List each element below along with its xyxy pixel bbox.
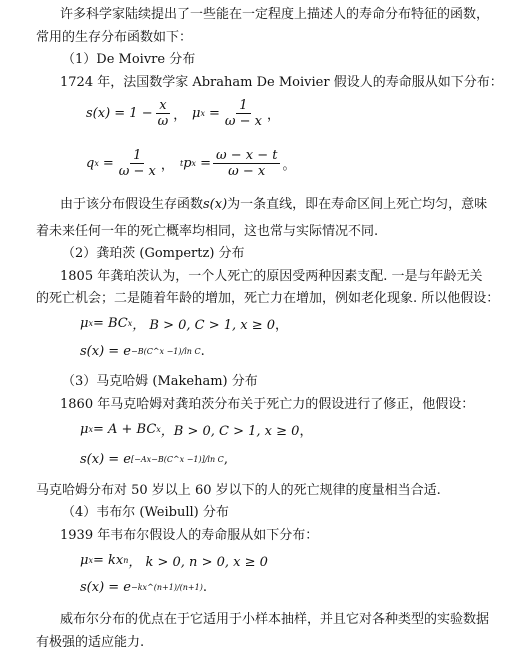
punctuation: ， <box>299 424 313 439</box>
fraction-numerator: 1 <box>236 98 250 114</box>
formula-lhs: μ <box>192 106 201 121</box>
formula-survival-makeham <box>80 452 228 467</box>
formula-lhs: s(x) = e <box>80 344 131 359</box>
section-heading-weibull: （4）韦布尔 (Weibull) 分布 <box>62 505 229 520</box>
subscript: x <box>88 319 93 328</box>
formula-lhs: μ <box>80 422 89 437</box>
subscript: x <box>88 425 93 434</box>
formula-lhs: μ <box>80 316 89 331</box>
fraction-numerator: 1 <box>130 148 144 164</box>
formula-rhs: = A + BC <box>92 422 157 437</box>
superscript: n <box>123 556 129 565</box>
formula-force-demoivre: μ x = $\frac{1}{\omega - x}$ ， <box>192 98 280 129</box>
demoivre-note-line-1 <box>60 196 487 214</box>
formula-lhs: s(x) = e <box>80 452 131 467</box>
demoivre-text: 1724 年，法国数学家 Abraham De Moivier 假设人的寿命服从如下分布： <box>60 75 503 90</box>
formula-condition: ，B > 0, C > 1, x ≥ 0 <box>160 424 300 439</box>
formula-lhs: s(x) = 1 − <box>86 106 153 121</box>
section-heading-demoivre: （1）De Moivre 分布 <box>62 52 196 67</box>
fraction-denominator: ω − x <box>228 164 266 179</box>
fraction <box>222 98 265 129</box>
fraction <box>155 98 172 129</box>
formula-lhs: s(x) = e <box>80 580 131 595</box>
subscript: x <box>200 109 205 118</box>
formula-q-demoivre: q x = $\frac{1}{\omega - x}$ ， <box>86 148 174 179</box>
formula-rhs: = kx <box>92 553 124 568</box>
superscript: −B(C^x −1)/ln C <box>131 347 201 356</box>
makeham-text: 1860 年马克哈姆对龚珀茨分布关于死亡力的假设进行了修正，他假设： <box>60 397 475 412</box>
subscript: x <box>191 159 197 168</box>
makeham-note: 马克哈姆分布对 50 岁以上 60 岁以下的人的死亡规律的度量相当合适. <box>36 483 441 498</box>
weibull-text: 1939 年韦布尔假设人的寿命服从如下分布： <box>60 528 319 543</box>
weibull-note-line-2: 有极强的适应能力. <box>36 635 145 650</box>
punctuation: ， <box>266 108 280 123</box>
formula-p-demoivre: t p x = $\frac{\omega - x - t}{\omega - x}$ 。 <box>180 148 296 179</box>
formula-lhs: q <box>86 156 95 171</box>
superscript: [−Ax−B(C^x −1)]/ln C <box>131 455 224 464</box>
note-function: s(x) <box>203 197 228 212</box>
formula-rhs: = BC <box>92 316 128 331</box>
formula-lhs: μ <box>80 553 89 568</box>
formula-survival-demoivre <box>86 98 186 129</box>
formula-survival-weibull <box>80 580 207 595</box>
punctuation: ， <box>173 108 187 123</box>
punctuation: . <box>202 580 207 595</box>
intro-line-1: 许多科学家陆续提出了一些能在一定程度上描述人的寿命分布特征的函数， <box>60 7 490 22</box>
section-heading-makeham: （3）马克哈姆 (Makeham) 分布 <box>62 374 258 389</box>
fraction-denominator: ω <box>157 114 169 129</box>
fraction-numerator: x <box>156 98 169 114</box>
note-text: 由于该分布假设生存函数 <box>60 197 204 212</box>
fraction-numerator: ω − x − t <box>213 148 280 164</box>
demoivre-note-line-2: 着未来任何一年的死亡概率均相同，这也常与实际情况不同. <box>36 224 379 239</box>
formula-survival-gompertz <box>80 344 205 359</box>
intro-line-2: 常用的生存分布函数如下： <box>36 30 193 45</box>
punctuation: 。 <box>282 158 296 173</box>
subscript: x <box>94 159 99 168</box>
formula-force-makeham <box>80 420 312 439</box>
superscript: −kx^(n+1)/(n+1) <box>131 583 203 592</box>
note-text: 为一条直线，即在寿命区间上死亡均匀，意味 <box>227 197 488 212</box>
fraction <box>116 148 159 179</box>
punctuation: ， <box>275 318 289 333</box>
formula-lhs: p <box>183 156 192 171</box>
formula-condition: ， B > 0, C > 1, x ≥ 0 <box>132 318 276 333</box>
weibull-note-line-1: 威布尔分布的优点在于它适用于小样本抽样，并且它对各种类型的实验数据 <box>60 612 490 627</box>
subscript: x <box>88 556 93 565</box>
formula-force-gompertz <box>80 314 288 333</box>
fraction-denominator: ω − x <box>118 164 156 179</box>
punctuation: , <box>223 452 228 467</box>
formula-condition: ， k > 0, n > 0, x ≥ 0 <box>128 555 268 570</box>
prescript: t <box>180 159 184 168</box>
fraction <box>213 148 280 179</box>
superscript: x <box>127 319 133 328</box>
section-heading-gompertz: （2）龚珀茨 (Gompertz) 分布 <box>62 246 245 261</box>
gompertz-text-1: 1805 年龚珀茨认为，一个人死亡的原因受两种因素支配. 一是与年龄无关 <box>60 269 483 284</box>
superscript: x <box>156 425 161 434</box>
fraction-denominator: ω − x <box>224 114 262 129</box>
punctuation: ， <box>160 158 174 173</box>
gompertz-text-2: 的死亡机会；二是随着年龄的增加，死亡力在增加，例如老化现象. 所以他假设： <box>36 291 500 306</box>
formula-force-weibull <box>80 551 268 570</box>
punctuation: . <box>200 344 205 359</box>
